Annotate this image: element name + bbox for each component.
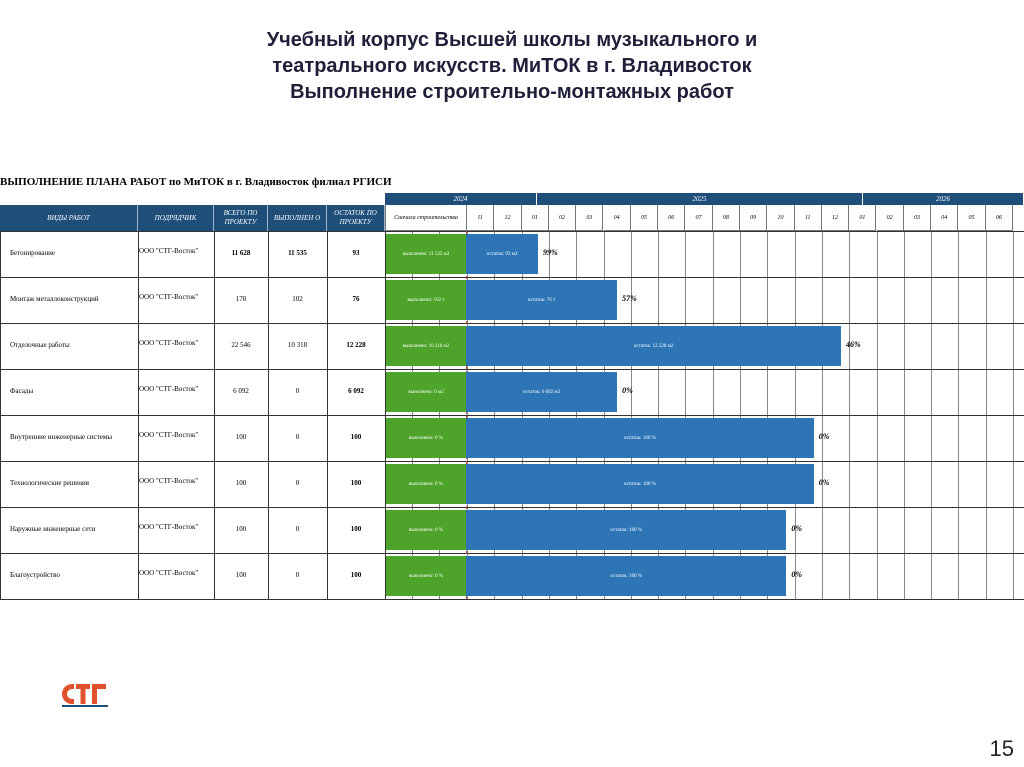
row-percent: 0% xyxy=(791,570,803,579)
month-header: 11 xyxy=(467,205,494,231)
done-bar: выполнено: 0 % xyxy=(386,510,466,550)
row-line xyxy=(0,231,1024,232)
year-header-2026: 2026 xyxy=(863,193,1024,205)
row-contractor: ООО "СТГ-Восток" xyxy=(139,385,199,393)
header-start: Сначала строительства xyxy=(385,205,467,231)
remaining-bar: остаток: 76 т xyxy=(466,280,617,320)
done-bar: выполнено: 10 318 м2 xyxy=(386,326,466,366)
row-work-type: Внутренние инженерные системы xyxy=(10,433,113,441)
row-done: 0 xyxy=(295,571,300,579)
month-header: 02 xyxy=(549,205,576,231)
row-total: 100 xyxy=(235,433,247,441)
year-header-2025: 2025 xyxy=(537,193,863,205)
month-header: 06 xyxy=(986,205,1013,231)
row-line xyxy=(0,415,1024,416)
page-number: 15 xyxy=(989,736,1014,761)
row-line xyxy=(0,323,1024,324)
gantt-table xyxy=(0,193,1024,598)
done-bar: выполнено: 0 м2 xyxy=(386,372,466,412)
row-contractor: ООО "СТГ-Восток" xyxy=(139,569,199,577)
row-percent: 0% xyxy=(818,478,830,487)
month-header: 05 xyxy=(631,205,658,231)
row-work-type: Благоустройство xyxy=(10,571,60,579)
row-line xyxy=(0,461,1024,462)
row-work-type: Бетонирование xyxy=(10,249,56,257)
header-contractor: ПОДРЯДЧИК xyxy=(138,205,214,231)
row-work-type: Наружные инженерные сети xyxy=(10,525,96,533)
month-header: 12 xyxy=(822,205,849,231)
row-work-type: Фасады xyxy=(10,387,34,395)
remaining-bar: остаток: 100 % xyxy=(466,464,814,504)
month-header: 10 xyxy=(767,205,794,231)
header-remaining: ОСТАТОК ПО ПРОЕКТУ xyxy=(327,205,385,231)
remaining-bar: остаток: 100 % xyxy=(466,556,786,596)
row-percent: 0% xyxy=(622,386,633,395)
month-header: 08 xyxy=(713,205,740,231)
done-bar: выполнено: 0 % xyxy=(386,556,466,596)
done-bar: выполнено: 102 т xyxy=(386,280,466,320)
row-total: 6 092 xyxy=(233,387,249,395)
row-done: 0 xyxy=(295,433,300,441)
month-header: 04 xyxy=(604,205,631,231)
row-total: 22 546 xyxy=(231,341,251,349)
row-line xyxy=(0,369,1024,370)
sheet-title: ВЫПОЛНЕНИЕ ПЛАНА РАБОТ по МиТОК в г. Владивосток филиал РГИСИ xyxy=(0,176,392,188)
row-remaining: 12 228 xyxy=(346,341,366,349)
row-contractor: ООО "СТГ-Восток" xyxy=(139,247,199,255)
row-line xyxy=(0,553,1024,554)
header-done: ВЫПОЛНЕН О xyxy=(268,205,327,231)
slide-title-line-2: театрального искусств. МиТОК в г. Владивосток xyxy=(272,55,752,77)
row-total: 11 628 xyxy=(231,249,251,257)
slide-title-line-3: Выполнение строительно-монтажных работ xyxy=(290,81,734,103)
month-header: 04 xyxy=(931,205,958,231)
row-remaining: 76 xyxy=(352,295,360,303)
row-work-type: Отделочные работы xyxy=(10,341,70,349)
done-bar: выполнено: 0 % xyxy=(386,418,466,458)
row-percent: 99% xyxy=(542,248,558,257)
row-contractor: ООО "СТГ-Восток" xyxy=(139,431,199,439)
row-percent: 0% xyxy=(791,524,803,533)
remaining-bar: остаток: 93 м3 xyxy=(466,234,538,274)
row-percent: 0% xyxy=(818,432,830,441)
row-remaining: 100 xyxy=(350,479,362,487)
month-header: 02 xyxy=(877,205,904,231)
remaining-bar: остаток: 6 092 м2 xyxy=(466,372,617,412)
remaining-bar: остаток: 100 % xyxy=(466,510,786,550)
row-total: 100 xyxy=(235,479,247,487)
row-total: 100 xyxy=(235,525,247,533)
row-work-type: Монтаж металлоконструкций xyxy=(10,295,99,303)
month-header: 09 xyxy=(740,205,767,231)
month-header: 03 xyxy=(576,205,603,231)
row-line xyxy=(0,599,1024,600)
row-done: 102 xyxy=(292,295,303,303)
done-bar: выполнено: 0 % xyxy=(386,464,466,504)
row-remaining: 100 xyxy=(350,433,362,441)
row-remaining: 100 xyxy=(350,571,362,579)
year-header-2024: 2024 xyxy=(385,193,537,205)
row-line xyxy=(0,507,1024,508)
row-contractor: ООО "СТГ-Восток" xyxy=(139,523,199,531)
remaining-bar: остаток: 100 % xyxy=(466,418,814,458)
row-contractor: ООО "СТГ-Восток" xyxy=(139,339,199,347)
month-header: 05 xyxy=(958,205,985,231)
month-header: 07 xyxy=(685,205,712,231)
month-header: 03 xyxy=(904,205,931,231)
month-header: 06 xyxy=(658,205,685,231)
row-percent: 46% xyxy=(846,340,861,349)
row-remaining: 100 xyxy=(350,525,362,533)
row-contractor: ООО "СТГ-Восток" xyxy=(139,477,199,485)
row-percent: 57% xyxy=(622,294,637,303)
row-total: 100 xyxy=(235,571,247,579)
row-work-type: Технологические решения xyxy=(10,479,90,487)
row-done: 0 xyxy=(295,387,300,395)
row-done: 11 535 xyxy=(288,249,307,257)
row-line xyxy=(0,277,1024,278)
month-header: 01 xyxy=(522,205,549,231)
month-header: 01 xyxy=(849,205,876,231)
header-work-type: ВИДЫ РАБОТ xyxy=(0,205,138,231)
remaining-bar: остаток: 12 228 м2 xyxy=(466,326,841,366)
month-header: 11 xyxy=(795,205,822,231)
row-done: 0 xyxy=(295,479,300,487)
stg-logo xyxy=(62,681,108,707)
month-header: 12 xyxy=(494,205,521,231)
row-contractor: ООО "СТГ-Восток" xyxy=(139,293,199,301)
row-remaining: 93 xyxy=(352,249,360,257)
row-total: 178 xyxy=(235,295,247,303)
slide-title-line-1: Учебный корпус Высшей школы музыкального и xyxy=(266,29,758,51)
row-done: 10 318 xyxy=(287,341,308,349)
done-bar: выполнено: 11 535 м3 xyxy=(386,234,466,274)
row-done: 0 xyxy=(295,525,300,533)
header-total: ВСЕГО ПО ПРОЕКТУ xyxy=(214,205,268,231)
slide-title xyxy=(0,27,1024,105)
row-remaining: 6 092 xyxy=(348,387,364,395)
